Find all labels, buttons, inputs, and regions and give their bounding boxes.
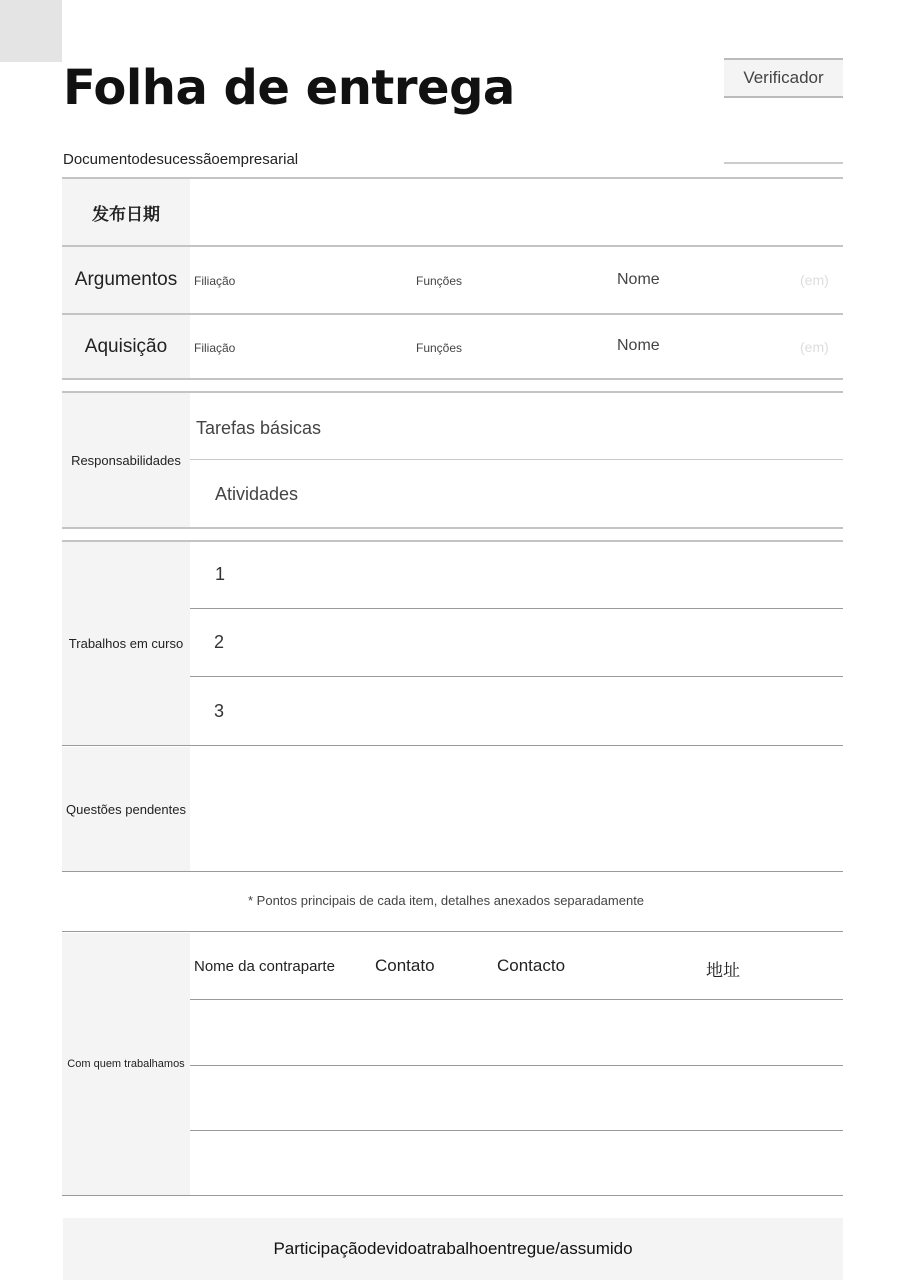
divider <box>62 1195 843 1196</box>
work-item-number: 3 <box>214 701 225 721</box>
affiliation-label: Filiação <box>194 341 236 355</box>
verifier-box <box>724 58 843 98</box>
release-date-text: 发布日期 <box>92 204 160 224</box>
footer-banner <box>63 1218 843 1280</box>
divider <box>190 1130 843 1131</box>
basic-tasks-label: Tarefas básicas <box>196 418 322 438</box>
handover-row-label-text: Argumentos <box>74 269 178 290</box>
release-date-label <box>62 179 190 245</box>
contacts-label <box>62 933 190 1195</box>
pending-issues-text: Questões pendentes <box>66 801 186 817</box>
responsibilities-label <box>62 393 190 527</box>
divider <box>190 1065 843 1066</box>
divider <box>190 999 843 1000</box>
document-subtitle: Documentodesucessãoempresarial <box>63 151 299 168</box>
divider <box>62 527 843 529</box>
work-in-progress-text: Trabalhos em curso <box>68 636 184 651</box>
contacts-text: Com quem trabalhamos <box>67 1058 185 1070</box>
divider <box>190 459 843 460</box>
divider <box>190 608 843 609</box>
page-title: Folha de entrega <box>63 60 515 116</box>
divider <box>62 871 843 872</box>
name-label: Nome <box>617 337 660 354</box>
responsibilities-text: Responsabilidades <box>71 452 181 468</box>
contacts-header-contact: Contato <box>375 956 435 975</box>
affiliation-label: Filiação <box>194 274 236 288</box>
functions-label: Funções <box>416 341 463 355</box>
handover-row-label-2 <box>62 315 190 378</box>
work-item-number: 1 <box>215 564 226 584</box>
pending-issues-label <box>62 747 190 871</box>
divider <box>190 676 843 677</box>
divider <box>62 745 843 746</box>
work-in-progress-label <box>62 542 190 745</box>
note-text: * Pontos principais de cada item, detalhes anexados separadamente <box>248 893 645 908</box>
name-label: Nome <box>617 271 660 288</box>
verifier-signature-line <box>724 162 843 164</box>
contacts-header-address: 地址 <box>706 961 740 980</box>
footer-text: Participaçãodevidoatrabalhoentregue/assumido <box>273 1239 633 1258</box>
seal-mark: (em) <box>800 339 829 355</box>
divider <box>62 378 843 380</box>
contacts-header-contacto: Contacto <box>497 956 566 975</box>
seal-mark: (em) <box>800 272 829 288</box>
functions-label: Funções <box>416 274 463 288</box>
handover-row-label-text: Aquisição <box>84 335 168 357</box>
contacts-header-counterpart: Nome da contraparte <box>194 958 335 975</box>
work-item-number: 2 <box>214 632 225 652</box>
activities-label: Atividades <box>215 484 299 504</box>
handover-row-label-1 <box>62 247 190 313</box>
corner-marker <box>0 0 62 62</box>
divider <box>62 931 843 932</box>
verifier-label: Verificador <box>743 68 824 87</box>
